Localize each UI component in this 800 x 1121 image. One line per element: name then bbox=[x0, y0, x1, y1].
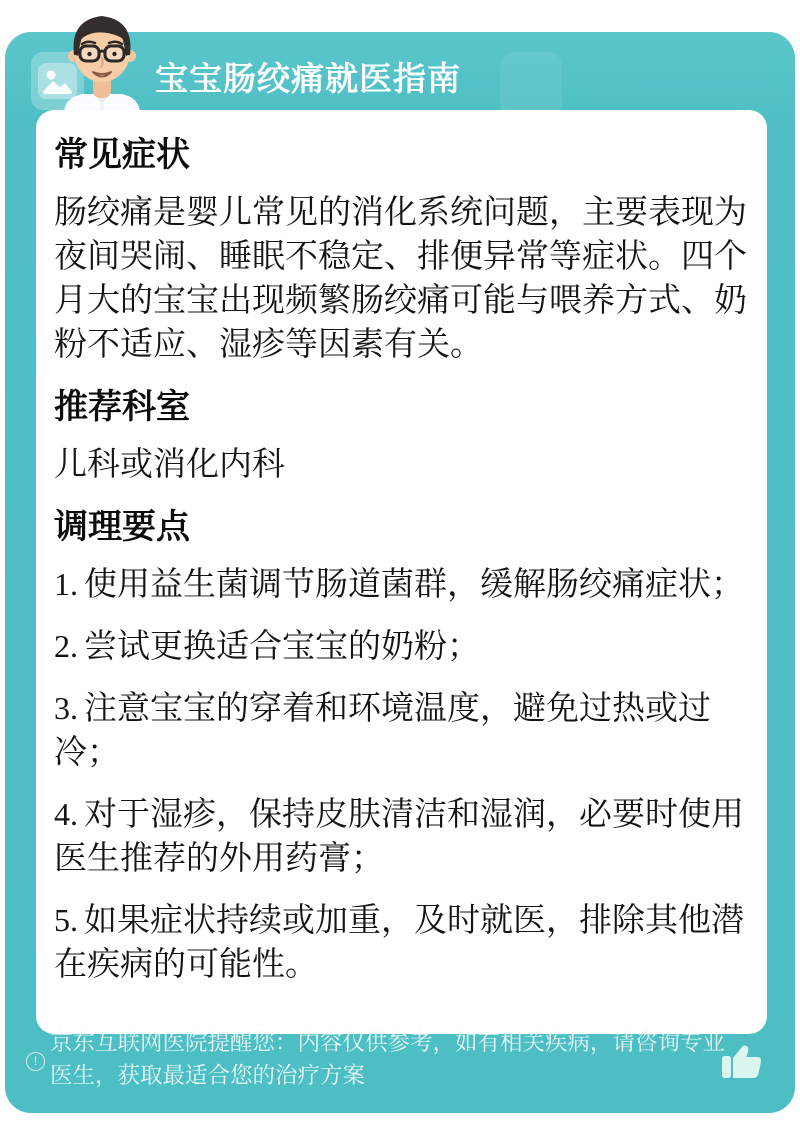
list-text: 注意宝宝的穿着和环境温度，避免过热或过冷； bbox=[54, 689, 711, 770]
page-title: 宝宝肠绞痛就医指南 bbox=[155, 60, 461, 97]
thumbs-up-icon bbox=[719, 1039, 765, 1083]
care-point-1 bbox=[54, 562, 749, 606]
list-number: 2. bbox=[54, 628, 78, 664]
disclaimer-text: 京东互联网医院提醒您：内容仅供参考，如有相关疾病，请咨询专业医生，获取最适合您的治疗方案 bbox=[50, 1030, 726, 1088]
decorative-bubble bbox=[500, 52, 562, 116]
content-card bbox=[36, 110, 767, 1034]
list-text: 使用益生菌调节肠道菌群，缓解肠绞痛症状； bbox=[84, 565, 744, 602]
list-text: 如果症状持续或加重，及时就医，排除其他潜在疾病的可能性。 bbox=[54, 901, 744, 982]
footer bbox=[0, 1018, 800, 1113]
list-number: 1. bbox=[54, 566, 78, 602]
symptoms-paragraph: 肠绞痛是婴儿常见的消化系统问题，主要表现为夜间哭闹、睡眠不稳定、排便异常等症状。四个月大的宝宝出现频繁肠绞痛可能与喂养方式、奶粉不适应、湿疹等因素有关。 bbox=[54, 193, 747, 362]
care-point-5 bbox=[54, 898, 749, 986]
list-number: 5. bbox=[54, 902, 78, 938]
section-heading-department: 推荐科室 bbox=[54, 388, 190, 426]
department-paragraph: 儿科或消化内科 bbox=[54, 445, 285, 482]
list-text: 尝试更换适合宝宝的奶粉； bbox=[84, 627, 480, 664]
section-heading-symptoms: 常见症状 bbox=[54, 136, 190, 174]
thumbs-up-button[interactable] bbox=[718, 1038, 766, 1086]
list-number: 3. bbox=[54, 690, 78, 726]
care-point-2 bbox=[54, 624, 749, 668]
section-heading-care-points: 调理要点 bbox=[54, 508, 190, 546]
info-icon: ! bbox=[26, 1052, 45, 1071]
care-point-4 bbox=[54, 792, 749, 880]
list-text: 对于湿疹，保持皮肤清洁和湿润，必要时使用医生推荐的外用药膏； bbox=[54, 795, 744, 876]
care-point-3 bbox=[54, 686, 749, 774]
list-number: 4. bbox=[54, 796, 78, 832]
